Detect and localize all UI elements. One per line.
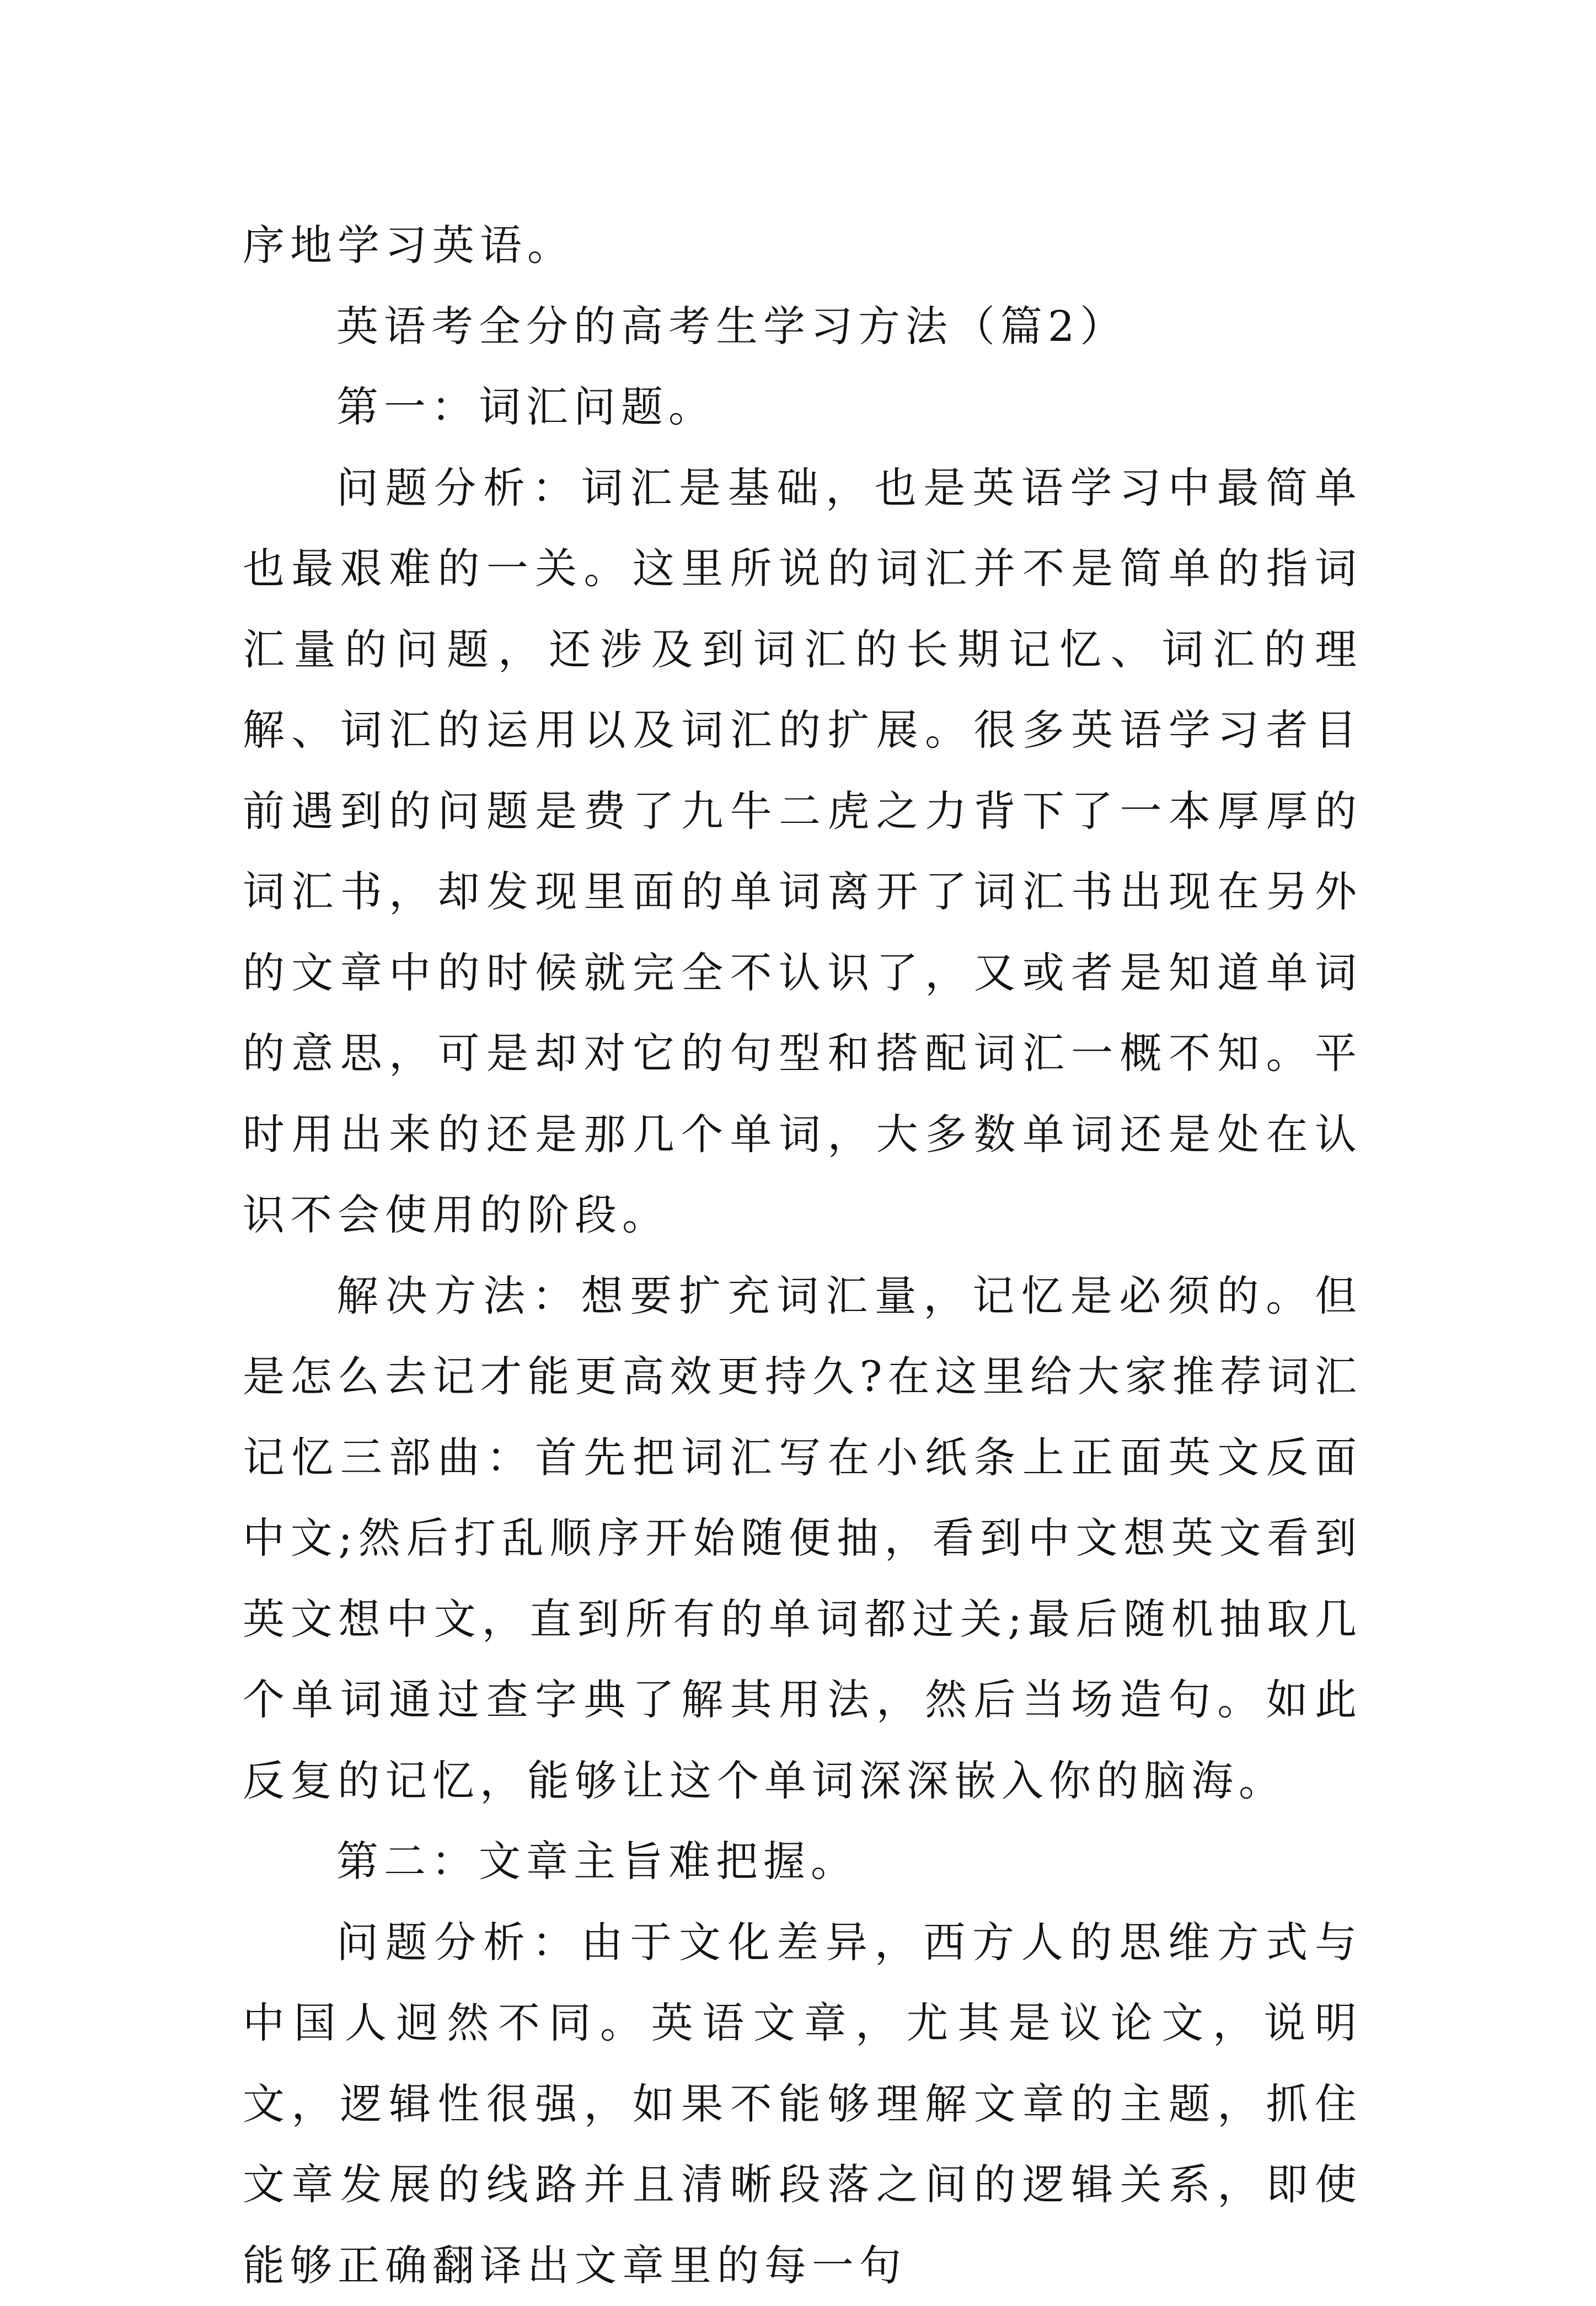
document-body xyxy=(243,205,1362,2306)
subheading-main-idea: 第二：文章主旨难把握。 xyxy=(243,1821,1362,1902)
paragraph-vocabulary-analysis: 问题分析：词汇是基础，也是英语学习中最简单也最艰难的一关。这里所说的词汇并不是简单的指词汇量的问题，还涉及到词汇的长期记忆、词汇的理解、词汇的运用以及词汇的扩展。很多英语学习者目前遇到的问题是费了九牛二虎之力背下了一本厚厚的词汇书，却发现里面的单词离开了词汇书出现在另外的文章中的时候就完全不认识了，又或者是知道单词的意思，可是却对它的句型和搭配词汇一概不知。平时用出来的还是那几个单词，大多数单词还是处在认识不会使用的阶段。 xyxy=(243,448,1362,1256)
paragraph-vocabulary-solution: 解决方法：想要扩充词汇量，记忆是必须的。但是怎么去记才能更高效更持久?在这里给大家推荐词汇记忆三部曲：首先把词汇写在小纸条上正面英文反面中文;然后打乱顺序开始随便抽，看到中文想英文看到英文想中文，直到所有的单词都过关;最后随机抽取几个单词通过查字典了解其用法，然后当场造句。如此反复的记忆，能够让这个单词深深嵌入你的脑海。 xyxy=(243,1256,1362,1822)
subheading-vocabulary: 第一：词汇问题。 xyxy=(243,367,1362,448)
paragraph-main-idea-analysis: 问题分析：由于文化差异，西方人的思维方式与中国人迥然不同。英语文章，尤其是议论文，说明文，逻辑性很强，如果不能够理解文章的主题，抓住文章发展的线路并且清晰段落之间的逻辑关系，即使能够正确翻译出文章里的每一句 xyxy=(243,1902,1362,2306)
section-title: 英语考全分的高考生学习方法（篇2） xyxy=(243,286,1362,367)
paragraph-continuation: 序地学习英语。 xyxy=(243,205,1362,286)
